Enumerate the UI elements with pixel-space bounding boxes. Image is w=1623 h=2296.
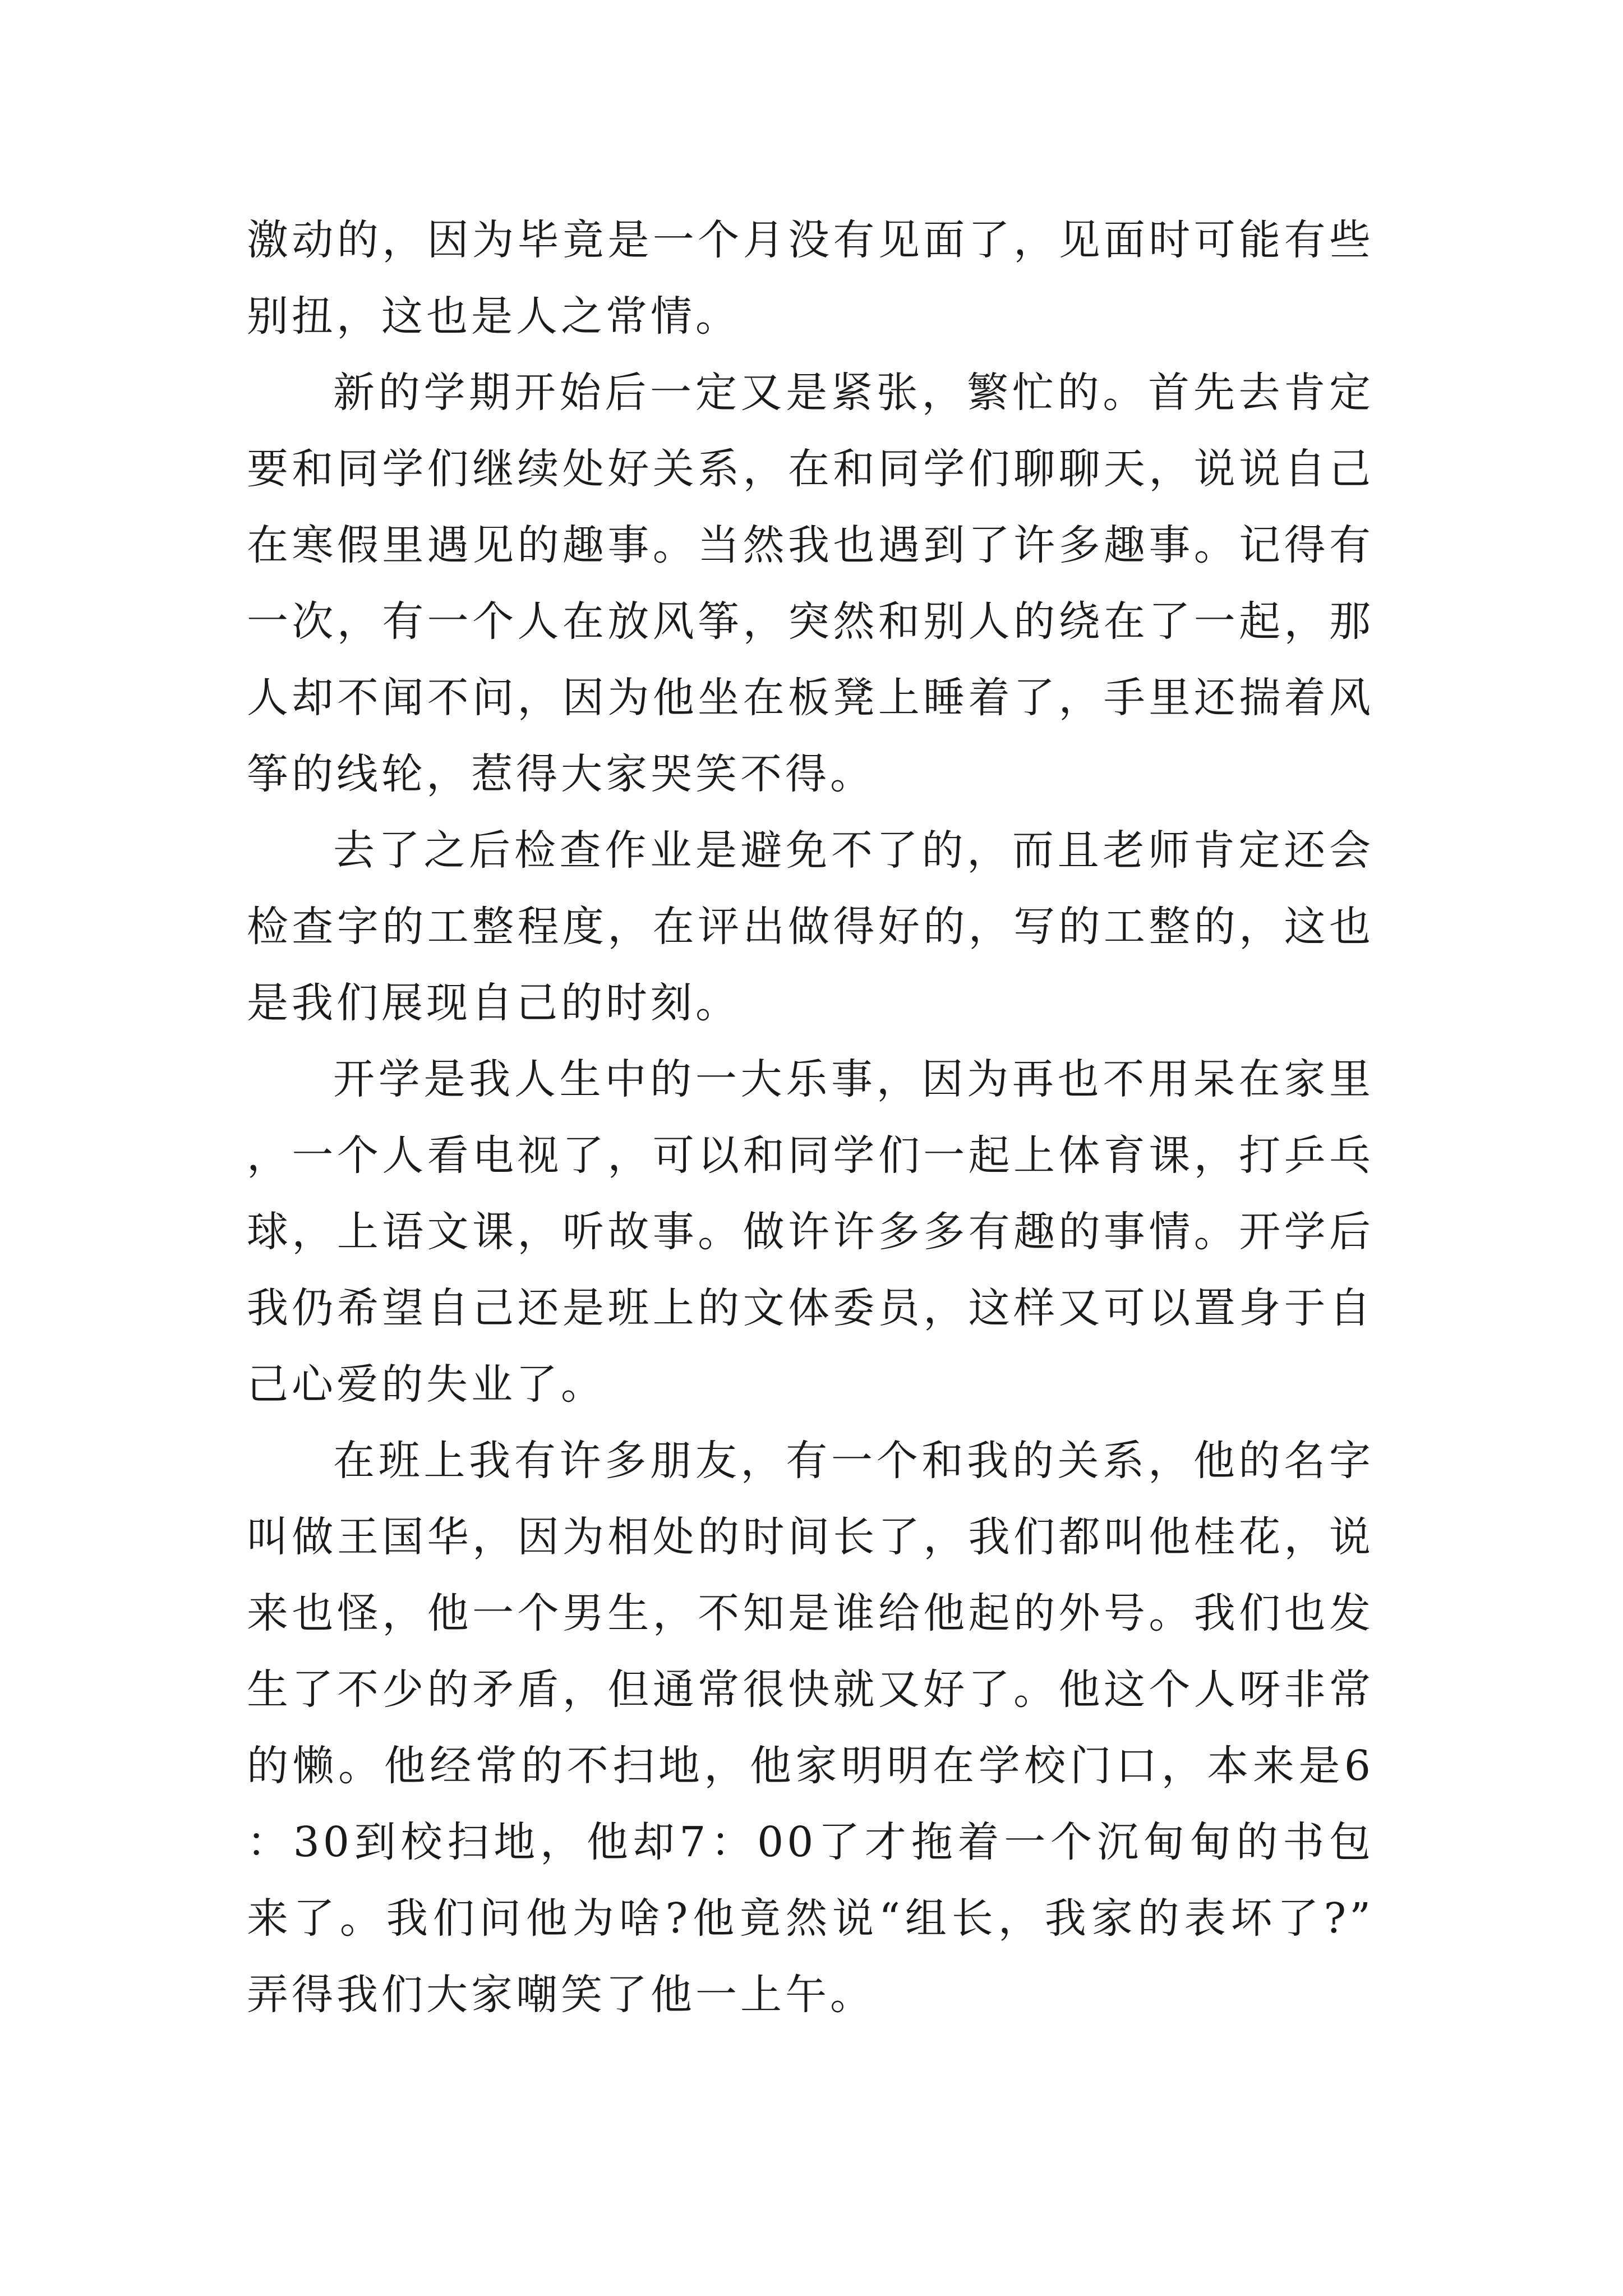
paragraph-3: 去了之后检查作业是避免不了的，而且老师肯定还会检查字的工整程度，在评出做得好的，写的工整的，这也是我们展现自己的时刻。: [247, 826, 1374, 1027]
paragraph-2: 新的学期开始后一定又是紧张，繁忙的。首先去肯定要和同学们继续处好关系，在和同学们聊聊天，说说自己在寒假里遇见的趣事。当然我也遇到了许多趣事。记得有一次，有一个人在放风筝，突然和别人的绕在了一起，那人却不闻不问，因为他坐在板凳上睡着了，手里还揣着风筝的线轮，惹得大家哭笑不得。: [247, 369, 1374, 798]
paragraph-1: 激动的，因为毕竟是一个月没有见面了，见面时可能有些别扭，这也是人之常情。: [247, 216, 1374, 341]
document-body: [247, 202, 1374, 2033]
paragraph-5: 在班上我有许多朋友，有一个和我的关系，他的名字叫做王国华，因为相处的时间长了，我们都叫他桂花，说来也怪，他一个男生，不知是谁给他起的外号。我们也发生了不少的矛盾，但通常很快就又好了。他这个人呀非常的懒。他经常的不扫地，他家明明在学校门口，本来是6：30到校扫地，他却7：00了才拖着一个沉甸甸的书包来了。我们问他为啥?他竟然说“组长，我家的表坏了?”弄得我们大家嘲笑了他一上午。: [247, 1437, 1374, 2019]
paragraph-4: 开学是我人生中的一大乐事，因为再也不用呆在家里，一个人看电视了，可以和同学们一起上体育课，打乒乓球，上语文课，听故事。做许许多多有趣的事情。开学后我仍希望自己还是班上的文体委员，这样又可以置身于自己心爱的失业了。: [247, 1055, 1374, 1409]
